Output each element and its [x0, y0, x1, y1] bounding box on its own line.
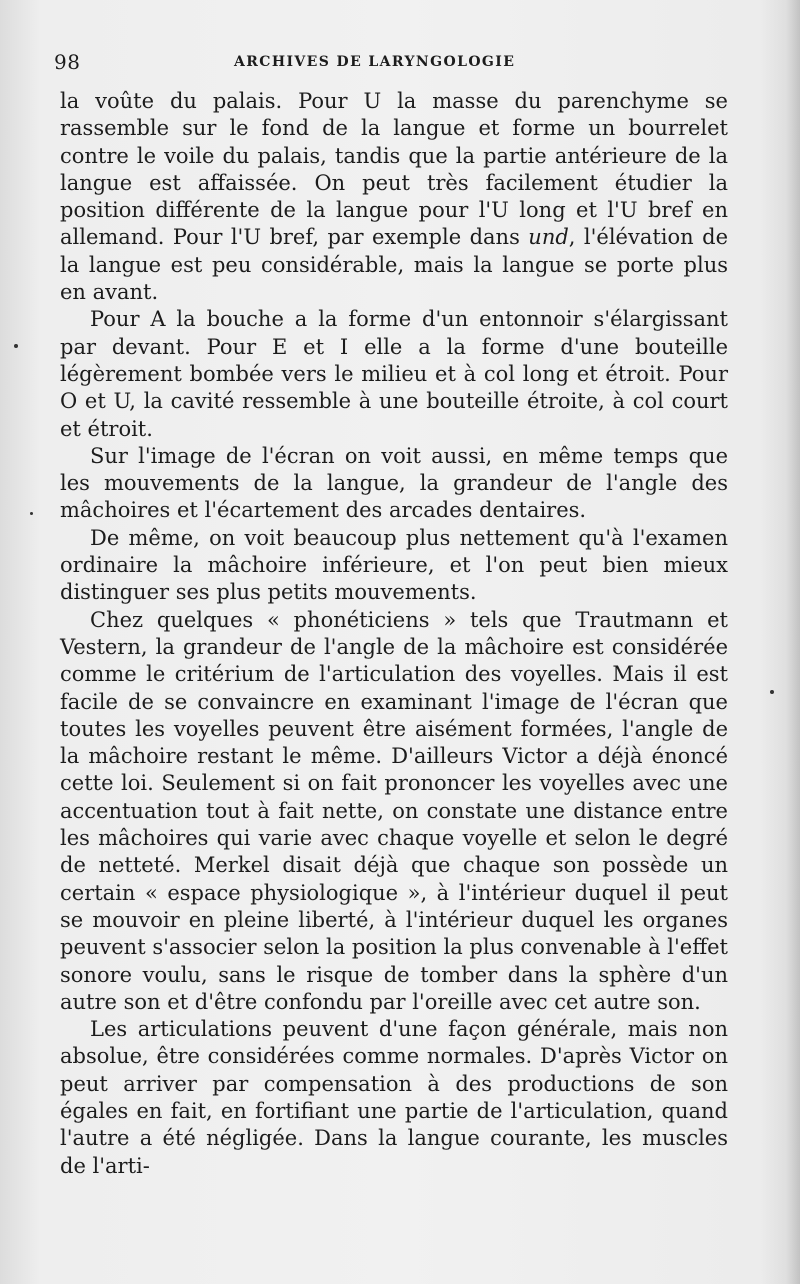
paragraph-1-italic-word: und: [528, 225, 569, 250]
paragraph-1-text-after: , l'élévation de la langue est peu considérable, mais la langue se porte plus en avant.: [60, 225, 728, 305]
paragraph-1-text: la voûte du palais. Pour U la masse du parenchyme se rassemble sur le fond de la langue et forme un bourrelet contre le voile du palais, tandis que la partie antérieure de la langue est affaissée. On peut très facilement étudier la position différente de la langue pour l'U long et l'U bref en allemand. Pour l'U bref, par exemple dans: [60, 89, 728, 250]
paragraph-3: Sur l'image de l'écran on voit aussi, en même temps que les mouvements de la langue, la grandeur de l'angle des mâchoires et l'écartement des arcades dentaires.: [60, 443, 728, 523]
paragraph-2: Pour A la bouche a la forme d'un entonnoir s'élargissant par devant. Pour E et I elle a la forme d'une bouteille légèrement bombée vers le milieu et à col long et étroit. Pour O et U, la cavité ressemble à une bouteille étroite, à col court et étroit.: [60, 307, 728, 441]
margin-speck: [14, 344, 18, 348]
page-header: [54, 50, 724, 78]
paragraph-6: Les articulations peuvent d'une façon générale, mais non absolue, être considérées comme normales. D'après Victor on peut arriver par compensation à des productions de son égales en fait, en fortifiant une partie de l'articulation, quand l'autre a été négligée. Dans la langue courante, les muscles de l'arti-: [60, 1017, 728, 1178]
paragraph-1: [60, 88, 728, 306]
paragraph-5: Chez quelques « phonéticiens » tels que Trautmann et Vestern, la grandeur de l'angle de la mâchoire est considérée comme le critérium de l'articulation des voyelles. Mais il est facile de se convaincre en examinant l'image de l'écran que toutes les voyelles peuvent être aisément formées, l'angle de la mâchoire restant le même. D'ailleurs Victor a déjà énoncé cette loi. Seulement si on fait prononcer les voyelles avec une accentuation tout à fait nette, on constate une distance entre les mâchoires qui varie avec chaque voyelle et selon le degré de netteté. Merkel disait déjà que chaque son possède un certain « espace physiologique », à l'intérieur duquel il peut se mouvoir en pleine liberté, à l'intérieur duquel les organes peuvent s'associer selon la position la plus convenable à l'effet sonore voulu, sans le risque de tomber dans la sphère d'un autre son et d'être confondu par l'oreille avec cet autre son.: [60, 607, 728, 1014]
margin-speck: [30, 512, 33, 515]
page-edge-shadow: [786, 0, 800, 1284]
body-text: [60, 88, 728, 1180]
paragraph-4: De même, on voit beaucoup plus nettement qu'à l'examen ordinaire la mâchoire inférieure, et l'on peut bien mieux distinguer ses plus petits mouvements.: [60, 525, 728, 605]
page-number: 98: [54, 50, 81, 74]
margin-speck: [770, 690, 774, 694]
running-head: ARCHIVES DE LARYNGOLOGIE: [234, 54, 516, 70]
